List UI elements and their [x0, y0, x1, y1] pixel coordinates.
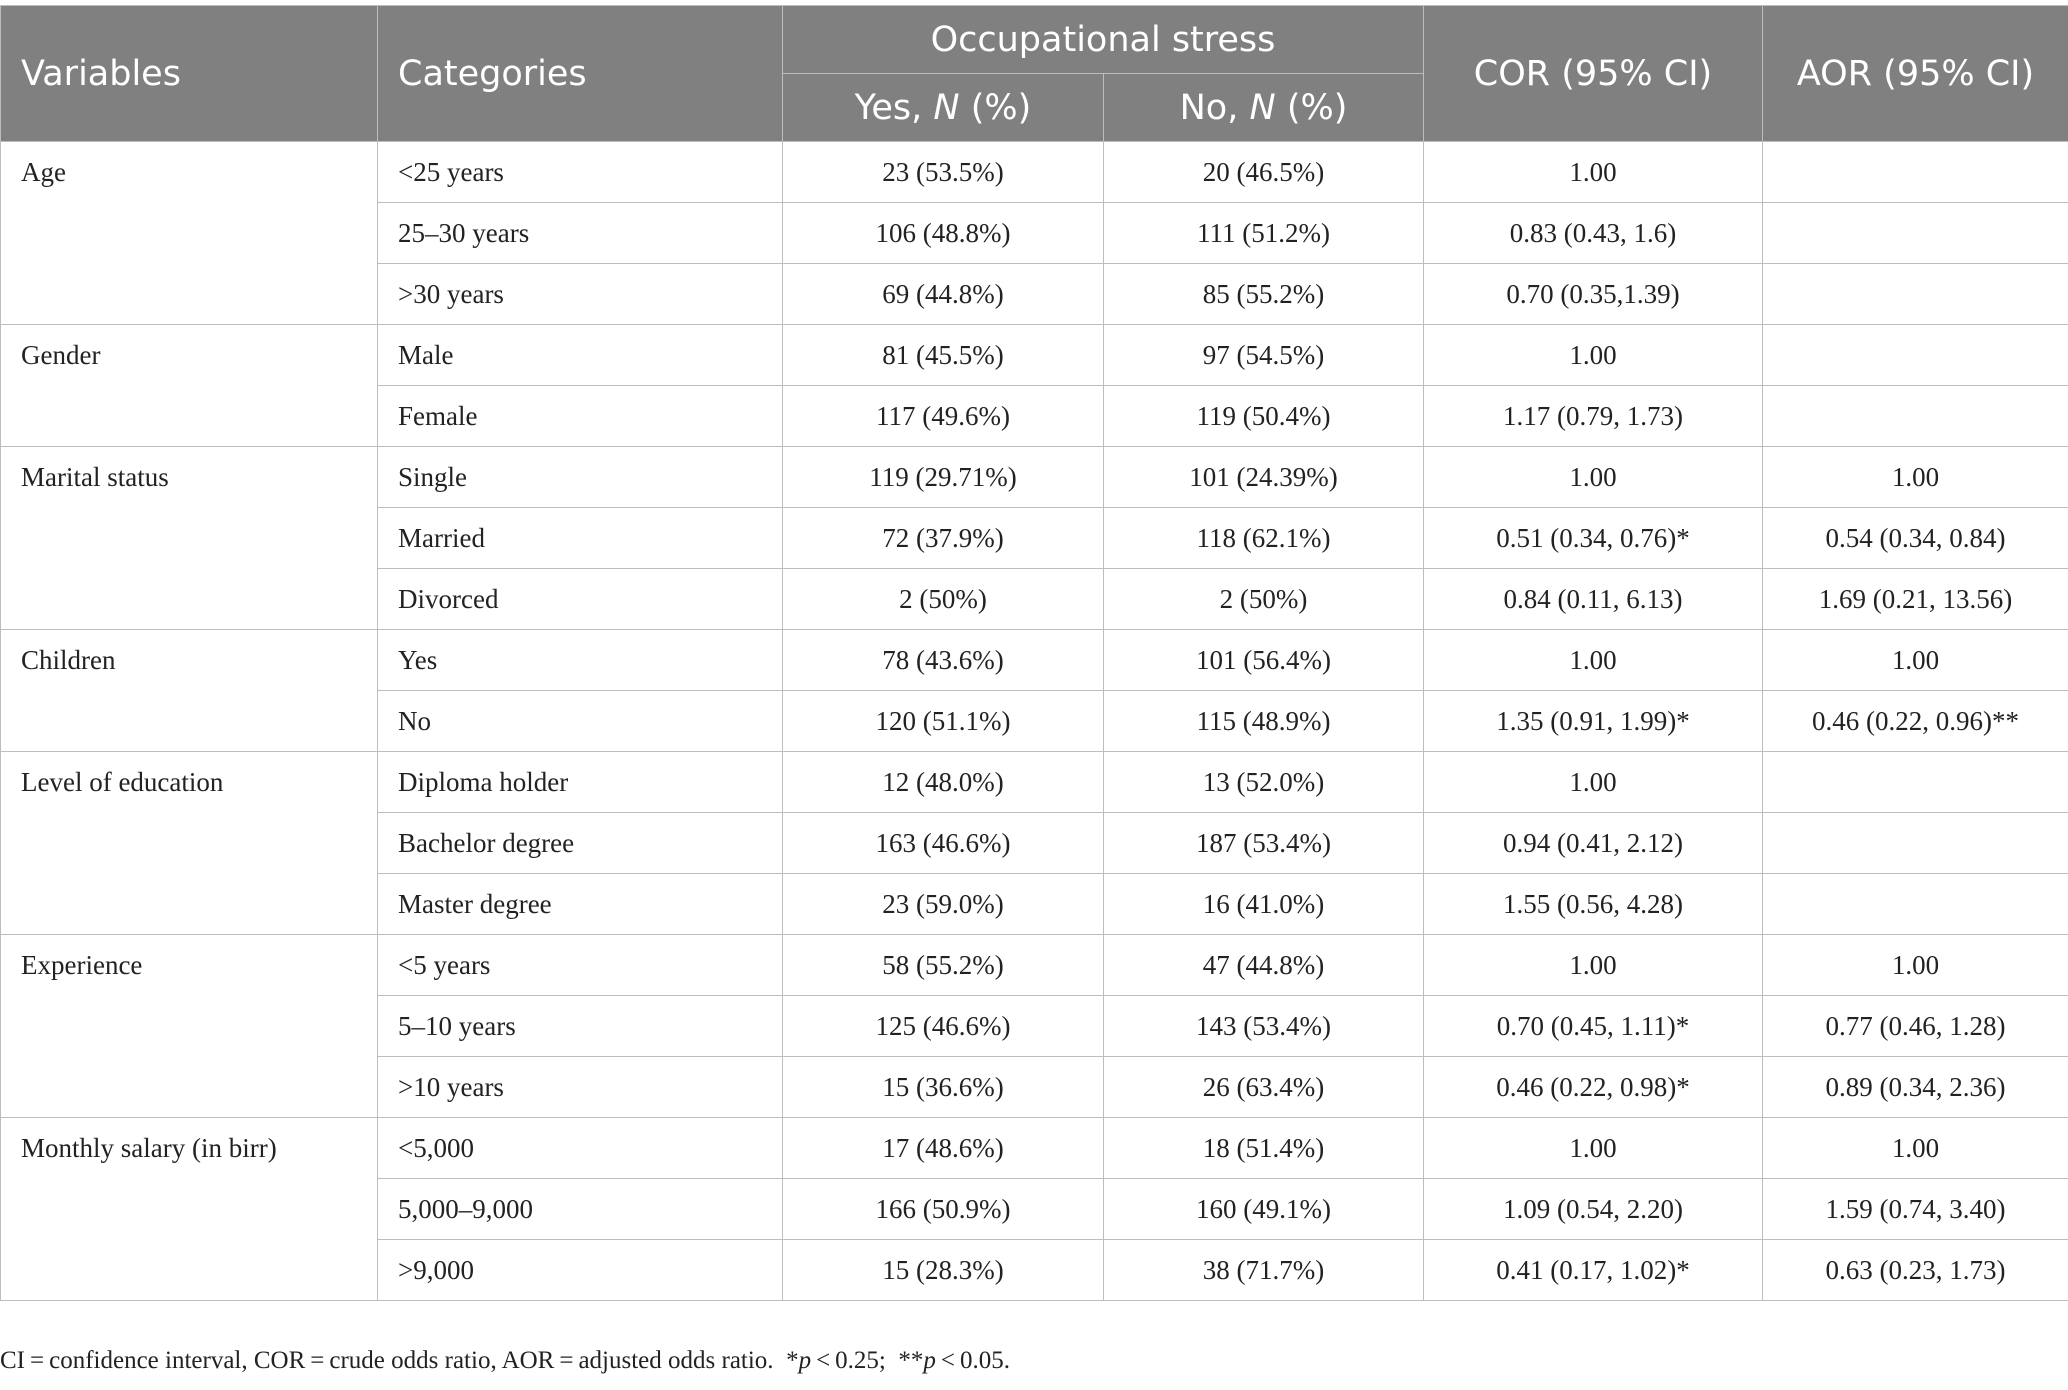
cor-cell: 1.00: [1424, 630, 1763, 691]
variable-cell: Level of education: [1, 752, 378, 935]
aor-cell: 1.00: [1763, 935, 2068, 996]
header-no-prefix: No,: [1179, 87, 1239, 128]
no-cell: 187 (53.4%): [1104, 813, 1424, 874]
variable-cell: Marital status: [1, 447, 378, 630]
category-cell: Male: [378, 325, 783, 386]
no-cell: 20 (46.5%): [1104, 142, 1424, 203]
variable-cell: Monthly salary (in birr): [1, 1118, 378, 1301]
aor-cell: 0.54 (0.34, 0.84): [1763, 508, 2068, 569]
yes-cell: 2 (50%): [783, 569, 1104, 630]
category-cell: 5–10 years: [378, 996, 783, 1057]
aor-cell: 1.00: [1763, 1118, 2068, 1179]
header-yes-prefix: Yes,: [854, 87, 923, 128]
yes-cell: 166 (50.9%): [783, 1179, 1104, 1240]
variable-cell: Gender: [1, 325, 378, 447]
variable-cell: Age: [1, 142, 378, 325]
cor-cell: 0.41 (0.17, 1.02)*: [1424, 1240, 1763, 1301]
header-cor: COR (95% CI): [1424, 6, 1763, 142]
header-yes-n: N: [933, 87, 960, 128]
aor-cell: [1763, 813, 2068, 874]
category-cell: >30 years: [378, 264, 783, 325]
yes-cell: 117 (49.6%): [783, 386, 1104, 447]
category-cell: Bachelor degree: [378, 813, 783, 874]
category-cell: Single: [378, 447, 783, 508]
yes-cell: 12 (48.0%): [783, 752, 1104, 813]
no-cell: 85 (55.2%): [1104, 264, 1424, 325]
yes-cell: 81 (45.5%): [783, 325, 1104, 386]
no-cell: 101 (24.39%): [1104, 447, 1424, 508]
header-occupational-stress: Occupational stress: [783, 6, 1424, 74]
table-footnote: [0, 1347, 1010, 1375]
header-categories: Categories: [378, 6, 783, 142]
category-cell: Divorced: [378, 569, 783, 630]
yes-cell: 17 (48.6%): [783, 1118, 1104, 1179]
aor-cell: [1763, 386, 2068, 447]
no-cell: 111 (51.2%): [1104, 203, 1424, 264]
cor-cell: 1.00: [1424, 935, 1763, 996]
yes-cell: 15 (36.6%): [783, 1057, 1104, 1118]
aor-cell: [1763, 142, 2068, 203]
cor-cell: 1.17 (0.79, 1.73): [1424, 386, 1763, 447]
header-yes-n-percent: [783, 74, 1104, 142]
header-no-n: N: [1249, 87, 1276, 128]
table-row: [1, 142, 2068, 203]
table-row: [1, 1118, 2068, 1179]
yes-cell: 69 (44.8%): [783, 264, 1104, 325]
aor-cell: [1763, 752, 2068, 813]
no-cell: 47 (44.8%): [1104, 935, 1424, 996]
cor-cell: 0.83 (0.43, 1.6): [1424, 203, 1763, 264]
cor-cell: 0.70 (0.35,1.39): [1424, 264, 1763, 325]
aor-cell: 1.59 (0.74, 3.40): [1763, 1179, 2068, 1240]
no-cell: 16 (41.0%): [1104, 874, 1424, 935]
cor-cell: 0.70 (0.45, 1.11)*: [1424, 996, 1763, 1057]
footnote-definitions: CI = confidence interval, COR = crude odds ratio, AOR = adjusted odds ratio.: [0, 1347, 774, 1374]
cor-cell: 1.09 (0.54, 2.20): [1424, 1179, 1763, 1240]
no-cell: 2 (50%): [1104, 569, 1424, 630]
yes-cell: 58 (55.2%): [783, 935, 1104, 996]
cor-cell: 0.84 (0.11, 6.13): [1424, 569, 1763, 630]
yes-cell: 119 (29.71%): [783, 447, 1104, 508]
variable-cell: Experience: [1, 935, 378, 1118]
aor-cell: 1.00: [1763, 447, 2068, 508]
header-no-n-percent: [1104, 74, 1424, 142]
cor-cell: 1.00: [1424, 1118, 1763, 1179]
yes-cell: 23 (59.0%): [783, 874, 1104, 935]
table-row: [1, 325, 2068, 386]
no-cell: 26 (63.4%): [1104, 1057, 1424, 1118]
cor-cell: 0.46 (0.22, 0.98)*: [1424, 1057, 1763, 1118]
header-no-pct: (%): [1286, 87, 1348, 128]
table-row: [1, 935, 2068, 996]
footnote-sig1-p: p: [798, 1347, 812, 1374]
cor-cell: 1.55 (0.56, 4.28): [1424, 874, 1763, 935]
no-cell: 160 (49.1%): [1104, 1179, 1424, 1240]
no-cell: 13 (52.0%): [1104, 752, 1424, 813]
cor-cell: 1.00: [1424, 142, 1763, 203]
header-variables: Variables: [1, 6, 378, 142]
aor-cell: [1763, 874, 2068, 935]
cor-cell: 1.35 (0.91, 1.99)*: [1424, 691, 1763, 752]
category-cell: Master degree: [378, 874, 783, 935]
footnote-sig2-star: **: [898, 1347, 924, 1374]
table-row: [1, 752, 2068, 813]
footnote-sig1-star: *: [786, 1347, 799, 1374]
aor-cell: 1.00: [1763, 630, 2068, 691]
table-header: [1, 6, 2068, 142]
yes-cell: 106 (48.8%): [783, 203, 1104, 264]
no-cell: 38 (71.7%): [1104, 1240, 1424, 1301]
footnote-sig2-p: p: [923, 1347, 936, 1374]
category-cell: Married: [378, 508, 783, 569]
category-cell: >9,000: [378, 1240, 783, 1301]
yes-cell: 120 (51.1%): [783, 691, 1104, 752]
no-cell: 118 (62.1%): [1104, 508, 1424, 569]
no-cell: 97 (54.5%): [1104, 325, 1424, 386]
yes-cell: 163 (46.6%): [783, 813, 1104, 874]
yes-cell: 15 (28.3%): [783, 1240, 1104, 1301]
header-yes-pct: (%): [970, 87, 1032, 128]
yes-cell: 78 (43.6%): [783, 630, 1104, 691]
aor-cell: 0.63 (0.23, 1.73): [1763, 1240, 2068, 1301]
aor-cell: 0.46 (0.22, 0.96)**: [1763, 691, 2068, 752]
header-aor: AOR (95% CI): [1763, 6, 2068, 142]
category-cell: Diploma holder: [378, 752, 783, 813]
footnote-sig1-threshold: < 0.25;: [811, 1347, 886, 1374]
table-body: [1, 142, 2068, 1301]
cor-cell: 0.51 (0.34, 0.76)*: [1424, 508, 1763, 569]
category-cell: <25 years: [378, 142, 783, 203]
variable-cell: Children: [1, 630, 378, 752]
no-cell: 115 (48.9%): [1104, 691, 1424, 752]
no-cell: 101 (56.4%): [1104, 630, 1424, 691]
no-cell: 119 (50.4%): [1104, 386, 1424, 447]
category-cell: >10 years: [378, 1057, 783, 1118]
category-cell: Female: [378, 386, 783, 447]
cor-cell: 1.00: [1424, 447, 1763, 508]
aor-cell: 0.77 (0.46, 1.28): [1763, 996, 2068, 1057]
cor-cell: 0.94 (0.41, 2.12): [1424, 813, 1763, 874]
yes-cell: 23 (53.5%): [783, 142, 1104, 203]
category-cell: 25–30 years: [378, 203, 783, 264]
category-cell: Yes: [378, 630, 783, 691]
results-table: [0, 5, 2068, 1301]
aor-cell: [1763, 264, 2068, 325]
aor-cell: 1.69 (0.21, 13.56): [1763, 569, 2068, 630]
aor-cell: 0.89 (0.34, 2.36): [1763, 1057, 2068, 1118]
table-row: [1, 447, 2068, 508]
table-row: [1, 630, 2068, 691]
yes-cell: 72 (37.9%): [783, 508, 1104, 569]
no-cell: 143 (53.4%): [1104, 996, 1424, 1057]
cor-cell: 1.00: [1424, 752, 1763, 813]
category-cell: No: [378, 691, 783, 752]
category-cell: 5,000–9,000: [378, 1179, 783, 1240]
aor-cell: [1763, 203, 2068, 264]
yes-cell: 125 (46.6%): [783, 996, 1104, 1057]
no-cell: 18 (51.4%): [1104, 1118, 1424, 1179]
category-cell: <5,000: [378, 1118, 783, 1179]
footnote-sig2-threshold: < 0.05.: [935, 1347, 1010, 1374]
category-cell: <5 years: [378, 935, 783, 996]
cor-cell: 1.00: [1424, 325, 1763, 386]
aor-cell: [1763, 325, 2068, 386]
